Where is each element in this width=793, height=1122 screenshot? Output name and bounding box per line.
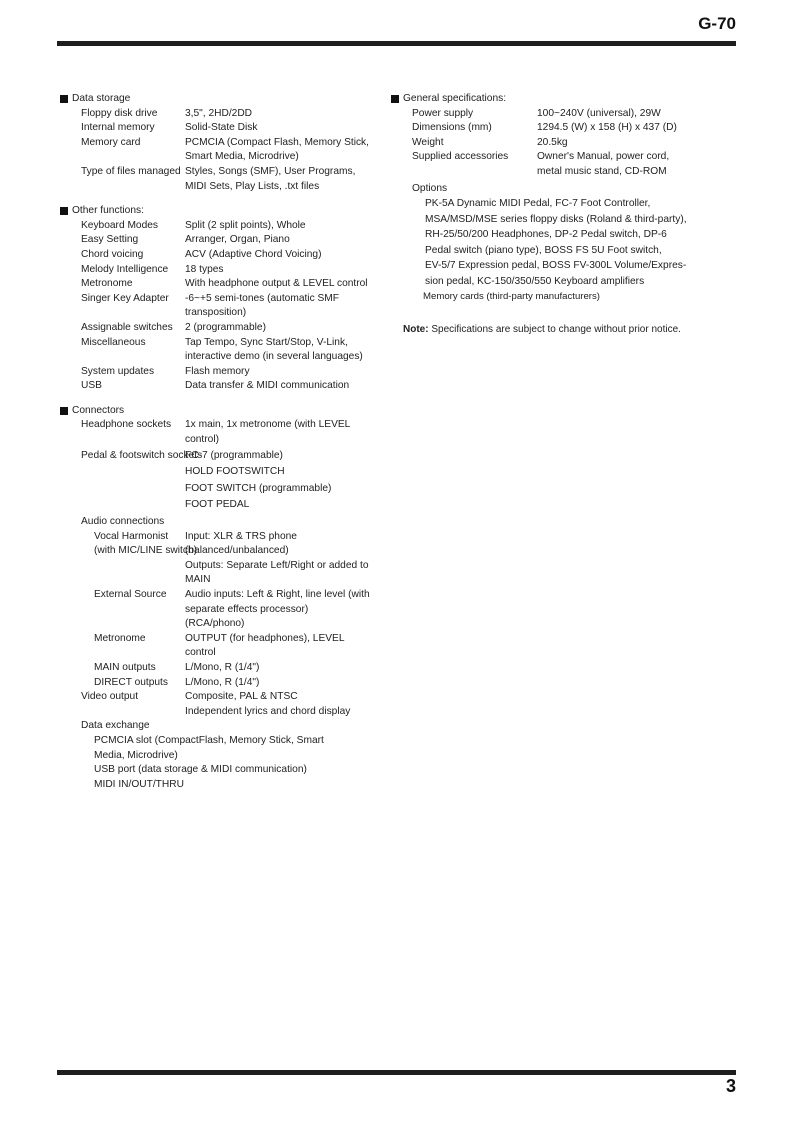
spec-label: Dimensions (mm) xyxy=(412,122,492,134)
spec-label: Weight xyxy=(412,136,444,148)
spec-row xyxy=(391,150,691,179)
spec-row xyxy=(391,121,691,136)
spec-label: Metronome xyxy=(81,278,133,290)
spec-value-list xyxy=(185,690,370,719)
options-line: RH-25/50/200 Headphones, DP-2 Pedal switch, DP-6 xyxy=(425,229,667,241)
spec-row xyxy=(60,632,370,661)
spec-label: DIRECT outputs xyxy=(94,676,168,688)
note-text: Specifications are subject to change without prior notice. xyxy=(431,323,681,335)
spec-label: Power supply xyxy=(412,107,474,119)
spec-value: Solid-State Disk xyxy=(185,122,258,134)
spec-value: L/Mono, R (1/4") xyxy=(185,661,260,673)
spec-row xyxy=(60,136,370,165)
top-rule xyxy=(57,41,736,46)
spec-row xyxy=(60,418,370,447)
audio-connections-label: Audio connections xyxy=(81,516,165,528)
spec-value: OUTPUT (for headphones), LEVEL control xyxy=(185,632,345,659)
spec-label: USB xyxy=(81,380,102,392)
spec-label: Keyboard Modes xyxy=(81,219,159,231)
spec-row xyxy=(60,321,370,336)
spec-value: Split (2 split points), Whole xyxy=(185,219,306,231)
spec-row xyxy=(60,121,370,136)
section-title: General specifications: xyxy=(403,93,507,104)
spec-value: With headphone output & LEVEL control xyxy=(185,278,368,290)
spec-label: Metronome xyxy=(94,632,146,644)
page-number: 3 xyxy=(725,1076,736,1096)
spec-value: Outputs: Separate Left/Right or added to MAIN xyxy=(185,559,369,586)
options-line: MSA/MSD/MSE series floppy disks (Roland & third-party), xyxy=(425,213,687,225)
spec-row xyxy=(60,588,370,632)
spec-label: Easy Setting xyxy=(81,234,139,246)
spec-row xyxy=(60,336,370,365)
spec-value-list xyxy=(185,449,370,513)
model-name: G-70 xyxy=(698,14,736,33)
spec-value: FOOT SWITCH (programmable) xyxy=(185,482,332,494)
spec-label xyxy=(60,530,198,588)
spec-row xyxy=(60,248,370,263)
spec-label-line: Vocal Harmonist xyxy=(94,530,169,542)
section-header xyxy=(60,204,370,219)
left-column xyxy=(60,92,370,802)
spec-value: FOOT PEDAL xyxy=(185,499,250,511)
exchange-item: USB port (data storage & MIDI communication) xyxy=(94,764,307,776)
spec-row xyxy=(60,365,370,380)
options-line: PK-5A Dynamic MIDI Pedal, FC-7 Foot Controller, xyxy=(425,198,651,210)
square-bullet-icon xyxy=(391,95,399,103)
spec-label-line: (with MIC/LINE switch) xyxy=(94,545,198,557)
section-data-storage xyxy=(60,92,370,194)
spec-value: Tap Tempo, Sync Start/Stop, V-Link, interactive demo (in several languages) xyxy=(185,336,363,363)
spec-label: Internal memory xyxy=(81,122,155,134)
spec-label: Type of files managed xyxy=(81,165,181,177)
spec-value: 100~240V (universal), 29W xyxy=(537,107,661,119)
spec-value: Styles, Songs (SMF), User Programs, MIDI Sets, Play Lists, .txt files xyxy=(185,165,356,192)
section-title: Other functions: xyxy=(72,205,144,217)
spec-value: Data transfer & MIDI communication xyxy=(185,380,350,392)
section-header xyxy=(60,404,370,419)
spec-label: Miscellaneous xyxy=(81,336,146,348)
spec-row xyxy=(60,379,370,394)
exchange-item: PCMCIA slot (CompactFlash, Memory Stick, Smart Media, Microdrive) xyxy=(94,734,324,761)
spec-row xyxy=(60,263,370,278)
section-connectors xyxy=(60,404,370,792)
square-bullet-icon xyxy=(60,95,68,103)
spec-value: 20.5kg xyxy=(537,136,568,148)
spec-value: L/Mono, R (1/4") xyxy=(185,676,260,688)
spec-label: Melody Intelligence xyxy=(81,263,169,275)
options-line: EV-5/7 Expression pedal, BOSS FV-300L Volume/Expres- xyxy=(425,260,687,272)
square-bullet-icon xyxy=(60,407,68,415)
spec-value: -6~+5 semi-tones (automatic SMF transposition) xyxy=(185,292,340,319)
spec-value: PCMCIA (Compact Flash, Memory Stick, Smart Media, Microdrive) xyxy=(185,136,369,163)
spec-label: Supplied accessories xyxy=(412,151,509,163)
memory-cards-line: Memory cards (third-party manufacturers) xyxy=(423,291,600,303)
spec-label: External Source xyxy=(94,589,167,600)
section-header xyxy=(391,92,691,107)
spec-value: Independent lyrics and chord display xyxy=(185,705,351,717)
spec-row xyxy=(60,530,370,588)
spec-label: MAIN outputs xyxy=(94,661,156,673)
spec-label: Chord voicing xyxy=(81,248,144,260)
spec-label: Singer Key Adapter xyxy=(81,292,169,304)
note xyxy=(391,323,691,338)
spec-row xyxy=(60,219,370,234)
spec-value: Audio inputs: Left & Right, line level (with separate effects processor) (RCA/phono) xyxy=(185,589,370,630)
spec-label: Floppy disk drive xyxy=(81,107,158,119)
spec-label: Pedal & footswitch sockets xyxy=(81,449,203,461)
section-title: Connectors xyxy=(72,404,125,416)
options-line: Pedal switch (piano type), BOSS FS 5U Foot switch, xyxy=(425,244,662,256)
spec-row xyxy=(60,233,370,248)
spec-label: Video output xyxy=(81,691,139,703)
spec-row xyxy=(60,292,370,321)
spec-row xyxy=(60,676,370,691)
spec-row xyxy=(391,136,691,151)
right-column xyxy=(391,92,691,337)
spec-row xyxy=(60,449,370,513)
spec-row xyxy=(60,165,370,194)
spec-row xyxy=(391,107,691,122)
spec-value: 18 types xyxy=(185,263,224,275)
section-title: Data storage xyxy=(72,93,131,104)
spec-label: Memory card xyxy=(81,136,141,148)
spec-row xyxy=(60,277,370,292)
spec-row xyxy=(60,690,370,719)
spec-value: Arranger, Organ, Piano xyxy=(185,234,290,246)
section-header xyxy=(60,92,370,107)
note-label: Note: xyxy=(403,323,429,335)
data-exchange-label: Data exchange xyxy=(81,720,150,732)
spec-value: 1x main, 1x metronome (with LEVEL control) xyxy=(185,419,350,446)
spec-value: HOLD FOOTSWITCH xyxy=(185,466,285,478)
spec-value: Owner's Manual, power cord, metal music stand, CD-ROM xyxy=(537,151,670,177)
spec-row xyxy=(60,107,370,122)
options-list xyxy=(391,196,691,289)
spec-label: Assignable switches xyxy=(81,321,173,333)
exchange-item: MIDI IN/OUT/THRU xyxy=(94,778,184,790)
spec-value: FC-7 (programmable) xyxy=(185,449,283,461)
spec-value: ACV (Adaptive Chord Voicing) xyxy=(185,248,322,260)
spec-value-list xyxy=(185,530,370,588)
spec-value: Input: XLR & TRS phone (balanced/unbalanced) xyxy=(185,530,297,557)
spec-row xyxy=(60,661,370,676)
square-bullet-icon xyxy=(60,207,68,215)
spec-value: 3,5", 2HD/2DD xyxy=(185,107,253,119)
section-other-functions xyxy=(60,204,370,394)
spec-value: 2 (programmable) xyxy=(185,321,266,333)
options-label: Options xyxy=(412,182,448,194)
spec-value: 1294.5 (W) x 158 (H) x 437 (D) xyxy=(537,122,677,134)
spec-label: Headphone sockets xyxy=(81,419,172,431)
spec-value: Composite, PAL & NTSC xyxy=(185,691,298,703)
spec-value: Flash memory xyxy=(185,365,250,377)
options-line: sion pedal, KC-150/350/550 Keyboard amplifiers xyxy=(425,275,645,287)
bottom-rule xyxy=(57,1070,736,1075)
spec-label: System updates xyxy=(81,365,155,377)
